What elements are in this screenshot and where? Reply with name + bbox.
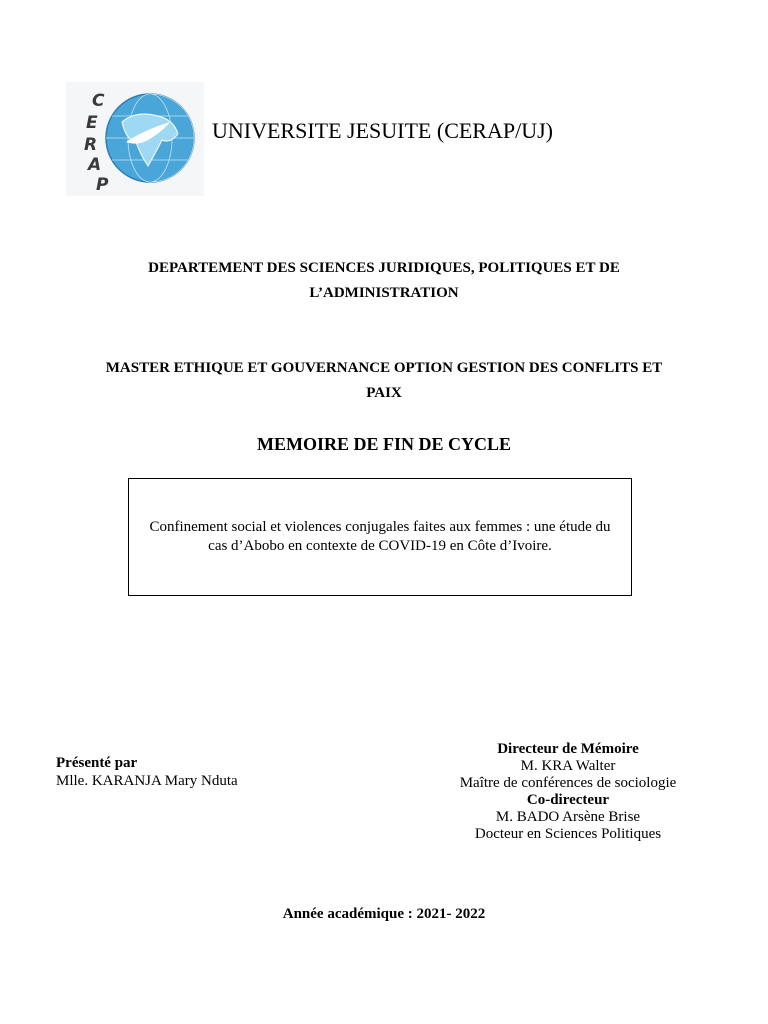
master-heading <box>40 356 728 406</box>
memoire-heading: MEMOIRE DE FIN DE CYCLE <box>256 434 511 454</box>
master-line-2: PAIX <box>366 385 402 401</box>
student-name: Mlle. KARANJA Mary Nduta <box>56 773 238 789</box>
supervisors-block <box>438 741 698 843</box>
academic-year: Année académique : 2021- 2022 <box>282 906 486 922</box>
director-name: M. KRA Walter <box>520 758 616 774</box>
svg-text:E: E <box>86 113 98 133</box>
thesis-title-line-2: cas d’Abobo en contexte de COVID-19 en Côte d’Ivoire. <box>208 538 552 554</box>
department-line-2: L’ADMINISTRATION <box>309 285 459 301</box>
thesis-title-box <box>128 478 632 596</box>
svg-text:A: A <box>88 155 102 175</box>
department-line-1: DEPARTEMENT DES SCIENCES JURIDIQUES, POLITIQUES ET DE <box>148 260 620 276</box>
department-heading <box>40 256 728 306</box>
codirector-name: M. BADO Arsène Brise <box>495 809 641 825</box>
thesis-title-line-1: Confinement social et violences conjugales faites aux femmes : une étude du <box>149 519 611 535</box>
codirector-label: Co-directeur <box>526 792 610 808</box>
cerap-logo <box>66 82 204 196</box>
svg-text:P: P <box>96 175 109 195</box>
presented-by-block <box>56 754 238 790</box>
director-label: Directeur de Mémoire <box>497 741 639 757</box>
master-line-1: MASTER ETHIQUE ET GOUVERNANCE OPTION GESTION DES CONFLITS ET <box>105 360 663 376</box>
svg-text:C: C <box>92 91 105 111</box>
director-title: Maître de conférences de sociologie <box>459 775 677 791</box>
svg-text:R: R <box>84 135 98 155</box>
presented-by-label: Présenté par <box>56 755 138 771</box>
codirector-title: Docteur en Sciences Politiques <box>474 826 662 842</box>
university-name: UNIVERSITE JESUITE (CERAP/UJ) <box>212 118 553 143</box>
thesis-title <box>149 518 610 556</box>
